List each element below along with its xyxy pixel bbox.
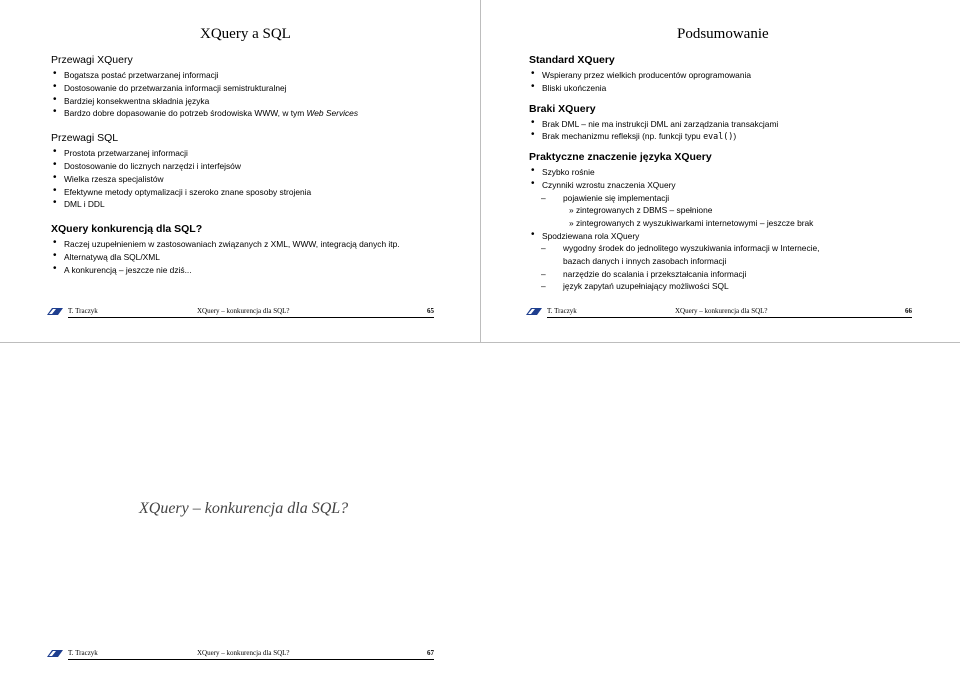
- sub-item-continuation: bazach danych i innych zasobach informacji: [563, 255, 727, 266]
- university-logo-icon: [526, 307, 542, 316]
- footer-author: T. Traczyk: [547, 307, 577, 315]
- section-heading: Przewagi SQL: [51, 132, 119, 145]
- list-item: • Wielka rzesza specjalistów: [51, 173, 471, 186]
- list-item: • Brak mechanizmu refleksji (np. funkcji typu eval()): [529, 130, 954, 143]
- list-item: • Dostosowanie do licznych narzędzi i interfejsów: [51, 160, 471, 173]
- footer-title: XQuery – konkurencja dla SQL?: [197, 649, 290, 657]
- section-heading: Braki XQuery: [529, 102, 596, 115]
- slide-67-footer: [47, 648, 434, 660]
- list-item: • Efektywne metody optymalizacji i szeroko znane sposoby strojenia: [51, 186, 471, 199]
- footer-rule: [547, 317, 912, 318]
- section-heading: XQuery konkurencją dla SQL?: [51, 223, 203, 236]
- footer-title: XQuery – konkurencja dla SQL?: [675, 307, 768, 315]
- list-item: • Dostosowanie do przetwarzania informacji semistrukturalnej: [51, 82, 471, 95]
- sub-sub-item: » zintegrowanych z wyszukiwarkami internetowymi – jeszcze brak: [569, 217, 814, 228]
- list-item: • Bogatsza postać przetwarzanej informacji: [51, 69, 471, 82]
- section-heading: Praktyczne znaczenie języka XQuery: [529, 151, 712, 164]
- list-item: • Bardziej konsekwentna składnia języka: [51, 95, 471, 108]
- page-number: 67: [427, 649, 434, 657]
- section-heading: Przewagi XQuery: [51, 54, 133, 66]
- list-item: • Spodziewana rola XQuery: [529, 230, 954, 243]
- list-item: • Bliski ukończenia: [529, 82, 954, 95]
- page-number: 66: [905, 307, 912, 315]
- slide-65-title: XQuery a SQL: [200, 26, 291, 42]
- slide-67-title: XQuery – konkurencja dla SQL?: [139, 500, 349, 517]
- sub-item: – język zapytań uzupełniający możliwości SQL: [541, 281, 729, 292]
- list-item: • DML i DDL: [51, 198, 471, 211]
- university-logo-icon: [47, 307, 63, 316]
- slide-65-footer: [47, 306, 434, 318]
- footer-author: T. Traczyk: [68, 649, 98, 657]
- section-heading: Standard XQuery: [529, 54, 615, 66]
- slide-66-footer: [526, 306, 912, 318]
- list-item: • Bardzo dobre dopasowanie do potrzeb środowiska WWW, w tym Web Services: [51, 107, 471, 120]
- list-item: • A konkurencją – jeszcze nie dziś...: [51, 264, 471, 277]
- list-item: • Raczej uzupełnieniem w zastosowaniach związanych z XML, WWW, integracją danych itp.: [51, 238, 471, 251]
- footer-rule: [68, 659, 434, 660]
- slide-65-body: [51, 54, 471, 285]
- footer-title: XQuery – konkurencja dla SQL?: [197, 307, 290, 315]
- sub-sub-item: » zintegrowanych z DBMS – spełnione: [569, 205, 713, 216]
- list-item: • Prostota przetwarzanej informacji: [51, 147, 471, 160]
- sub-item: – pojawienie się implementacji: [541, 192, 670, 203]
- university-logo-icon: [47, 649, 63, 658]
- list-item: • Alternatywą dla SQL/XML: [51, 251, 471, 264]
- page-divider-horizontal: [0, 342, 960, 343]
- slide-66-body: [529, 54, 954, 301]
- sub-item: – wygodny środek do jednolitego wyszukiwania informacji w Internecie,: [541, 243, 820, 254]
- sub-item: – narzędzie do scalania i przekształcania informacji: [541, 268, 747, 279]
- list-item: • Czynniki wzrostu znaczenia XQuery: [529, 179, 954, 192]
- list-item: • Wspierany przez wielkich producentów oprogramowania: [529, 69, 954, 82]
- footer-author: T. Traczyk: [68, 307, 98, 315]
- list-item: • Brak DML – nie ma instrukcji DML ani zarządzania transakcjami: [529, 118, 954, 131]
- footer-rule: [68, 317, 434, 318]
- slide-66-title: Podsumowanie: [677, 26, 769, 42]
- page-divider-vertical: [480, 0, 481, 342]
- list-item: • Szybko rośnie: [529, 166, 954, 179]
- page-number: 65: [427, 307, 434, 315]
